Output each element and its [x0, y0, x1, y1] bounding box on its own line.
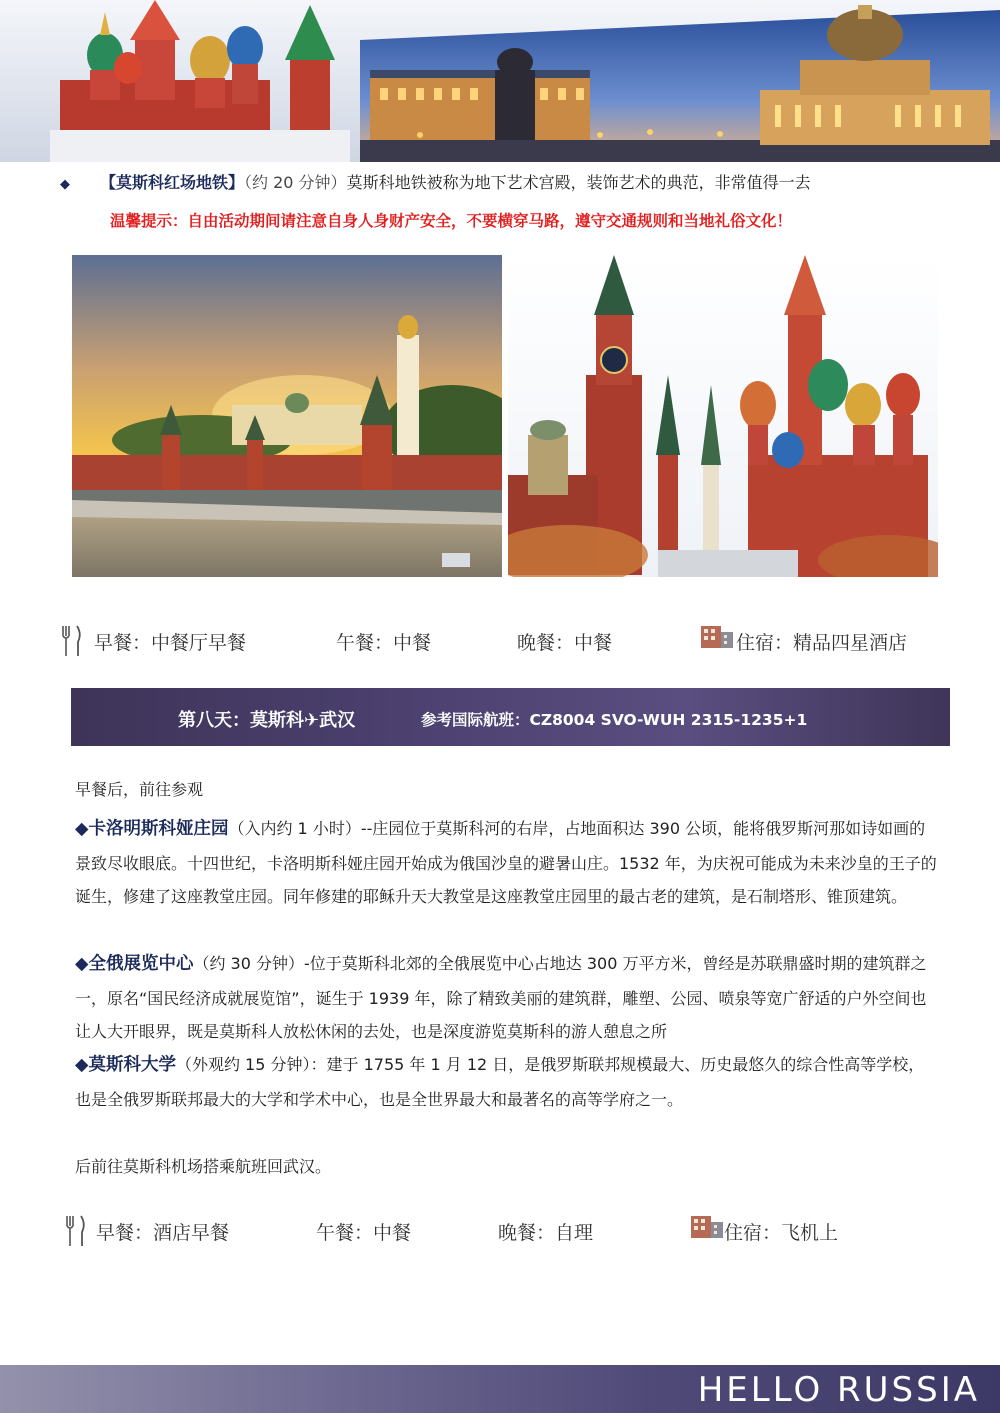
header-banner: [0, 0, 1000, 162]
outro-text: 后前往莫斯科机场搭乘航班回武汉。: [75, 1157, 332, 1176]
dinner-label: 晚餐：自理: [498, 1222, 594, 1244]
banner-image: [0, 0, 1000, 162]
metro-duration: （约 20 分钟）: [244, 173, 347, 192]
hotel-label: 住宿：飞机上: [724, 1222, 839, 1244]
breakfast-label: 早餐：酒店早餐: [96, 1222, 230, 1244]
metro-bullet: [60, 172, 960, 196]
safety-tip: 温馨提示：自由活动期间请注意自身人身财产安全，不要横穿马路，遵守交通规则和当地礼俗文化！: [110, 212, 793, 230]
day8-header-bar: [71, 688, 950, 746]
footer-brand: HELLO RUSSIA: [697, 1370, 980, 1410]
hotel-building-icon: [690, 1212, 724, 1238]
meals-row-day7: [60, 622, 960, 662]
fork-knife-icon: [60, 624, 84, 658]
hotel-label: 住宿：精品四星酒店: [736, 632, 908, 654]
fork-knife-icon: [64, 1214, 88, 1248]
hotel-building-icon: [700, 622, 734, 648]
day8-title: 第八天：莫斯科✈武汉: [178, 710, 356, 731]
red-square-photo: [508, 255, 938, 577]
day8-flight: 参考国际航班：CZ8004 SVO-WUH 2315-1235+1: [421, 711, 808, 729]
kremlin-photo: [72, 255, 502, 577]
msu-keyword: ◆莫斯科大学: [75, 1055, 176, 1075]
vdnkh-keyword: ◆全俄展览中心: [75, 954, 194, 974]
vdnkh-text: （约 30 分钟）-位于莫斯科北郊的全俄展览中心占地达 300 万平方米，曾经是苏联鼎盛时期的建筑群之一，原名“国民经济成就展览馆”，诞生于 1939 年，除了精致美丽的建筑群，雕塑、公园、喷泉等宽广舒适的户外空间也让人大开眼界，既是莫斯科人放松休闲的去处，也是深度游览莫斯科的游人憩息之所: [75, 954, 927, 1041]
lunch-label: 午餐：中餐: [316, 1222, 412, 1244]
lunch-label: 午餐：中餐: [336, 632, 432, 654]
metro-keyword: 【莫斯科红场地铁】: [100, 173, 245, 192]
kolomenskoye-keyword: ◆卡洛明斯科娅庄园: [75, 819, 229, 839]
footer-bar: [0, 1365, 1000, 1413]
dinner-label: 晚餐：中餐: [517, 632, 613, 654]
item-msu: [75, 1048, 940, 1116]
item-kolomenskoye: [75, 812, 940, 914]
meals-row-day8: [60, 1212, 960, 1252]
item-vdnkh: [75, 947, 940, 1049]
metro-text: 莫斯科地铁被称为地下艺术宫殿，装饰艺术的典范，非常值得一去: [346, 173, 811, 192]
kolomenskoye-text: （入内约 1 小时）--庄园位于莫斯科河的右岸，占地面积达 390 公顷，能将俄罗斯河那如诗如画的景致尽收眼底。十四世纪，卡洛明斯科娅庄园开始成为俄国沙皇的避暑山庄。1532 年，为庆祝可能成为未来沙皇的王子的诞生，修建了这座教堂庄园。同年修建的耶稣升天大教堂是这座教堂庄园里的最古老的建筑，是石制塔形、锥顶建筑。: [75, 819, 937, 906]
diamond-icon: ◆: [60, 177, 70, 192]
breakfast-label: 早餐：中餐厅早餐: [94, 632, 247, 654]
msu-text: （外观约 15 分钟）：建于 1755 年 1 月 12 日，是俄罗斯联邦规模最大、历史最悠久的综合性高等学校，也是全俄罗斯联邦最大的大学和学术中心，也是全世界最大和最著名的高等学府之一。: [75, 1055, 925, 1109]
intro-text: 早餐后，前往参观: [75, 780, 204, 799]
